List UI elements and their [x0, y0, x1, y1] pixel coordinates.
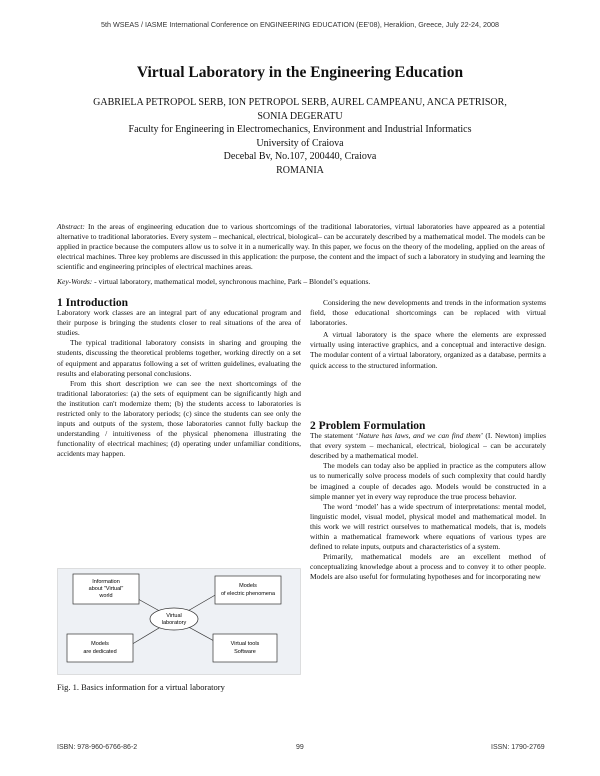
author-block: [0, 96, 600, 178]
introduction-continued: [310, 298, 546, 371]
virtual-lab-node: [150, 608, 198, 630]
authors-line-2: SONIA DEGERATU: [257, 110, 343, 122]
keywords: [57, 277, 545, 286]
box-models-dedicated-line-1: Models: [91, 641, 109, 647]
footer-isbn: ISBN: 978-960-6766-86-2: [57, 744, 138, 751]
figure-caption: Fig. 1. Basics information for a virtual laboratory: [57, 682, 225, 692]
newton-quote: Nature has laws, and we can find them: [358, 431, 481, 441]
affiliation-line-4: ROMANIA: [276, 164, 324, 176]
box-virtual-tools: [213, 634, 277, 662]
box-information-line-3: world: [99, 593, 113, 599]
paragraph: Laboratory work classes are an integral part of any educational program and their purpose is bringing the students closer to real situations of the area of studies.: [57, 308, 301, 338]
box-information-line-1: Information: [92, 579, 120, 585]
affiliation-line-3: Decebal Bv, No.107, 200440, Craiova: [223, 151, 377, 163]
box-models-electric: [215, 576, 281, 604]
quote-rest: ’ (I. Newton) implies that every system – mechanical, electrical, biological – can be accurately described by a mathematical model.: [310, 431, 547, 461]
figure-1: [57, 568, 301, 675]
affiliation-line-1: Faculty for Engineering in Electromechanics, Environment and Industrial Informatics: [128, 124, 472, 136]
keywords-text: - virtual laboratory, mathematical model, synchronous machine, Park – Blondel’s equations.: [94, 277, 371, 286]
box-models-electric-line-2: of electric phenomena: [220, 591, 276, 597]
section-problem-formulation: [310, 421, 546, 583]
abstract-text: In the areas of engineering education due to various shortcomings of the traditional laboratories, virtual laboratories have appeared as a potential alternative to traditional laboratories. Every system – mechanical, electrical, biological– can be accurately described by a mathematical model. The models can be applied in practice because the computers allow us to solve it in a numerically way. In this paper, we focus on the theory of the modeling, applied on the areas of electrical machines. Three key problems are discussed in this application: the purpose, the content and the impact of such a laboratory in studying and learning the scientific and engineering principles of electrical machines areas.: [57, 222, 546, 272]
affiliation-line-2: University of Craiova: [256, 137, 344, 149]
paragraph: A virtual laboratory is the space where the elements are expressed virtually using interactive graphics, and a conceptual and interactive design. The modular content of a virtual laboratory, organized as a database, permits a quick access to the structured information.: [310, 330, 546, 370]
box-virtual-tools-line-2: Software: [234, 649, 256, 655]
footer-page-number: 99: [296, 744, 304, 751]
section-heading: 2 Problem Formulation: [310, 420, 426, 432]
quote-open: The statement ‘: [310, 431, 359, 441]
box-information-line-2: about "Virtual": [88, 586, 124, 592]
paper-title: Virtual Laboratory in the Engineering Education: [136, 64, 464, 81]
section-introduction: [57, 298, 301, 460]
box-models-dedicated-line-2: are dedicated: [83, 649, 117, 655]
authors-line-1: GABRIELA PETROPOL SERB, ION PETROPOL SERB, AUREL CAMPEANU, ANCA PETRISOR,: [93, 97, 507, 108]
paragraph: [310, 431, 546, 461]
footer-issn: ISSN: 1790-2769: [491, 744, 545, 751]
virtual-lab-line-2: laboratory: [161, 620, 187, 626]
box-models-dedicated: [67, 634, 133, 662]
paragraph: Considering the new developments and trends in the information systems field, those educational shortcomings can be replaced with virtual laboratories.: [310, 298, 546, 328]
box-virtual-tools-line-1: Virtual tools: [230, 641, 260, 647]
abstract: [57, 222, 545, 272]
figure-diagram: [57, 568, 301, 675]
box-models-electric-line-1: Models: [239, 583, 257, 589]
running-header: 5th WSEAS / IASME International Conference on ENGINEERING EDUCATION (EE'08), Heraklion, Greece, July 22-24, 2008: [101, 20, 499, 29]
section-heading: 1 Introduction: [57, 297, 129, 309]
paragraph: The models can today also be applied in practice as the computers allow us to numerically solve process models of such complexity that could hardly be imagined a couple of decades ago. Models would be constructed in a simple manner yet in every way reproduce the true process behavior.: [310, 461, 546, 501]
keywords-label: Key-Words:: [57, 277, 93, 286]
paragraph: From this short description we can see the next shortcomings of the traditional laboratories: (a) the sets of equipment can be significantly high and the institution can't modernize them; (b) the students access to laboratories is restricted only to the laboratory periods; (c) since the students can see only the inputs and outputs of the system, those laboratories cannot fully backup the understanding / intuitiveness of the physical phenomena illustrating the functionality of electrical machines; (d) operating under unfamiliar conditions, accidents may happen.: [57, 378, 301, 459]
paragraph: The typical traditional laboratory consists in sharing and grouping the students, discussing the theoretical problems together, working directly on a set of equipment and apparatus following a set of written guidelines, evaluating the results and elaborating personal conclusions.: [57, 338, 301, 378]
paragraph: Primarily, mathematical models are an excellent method of conceptualizing knowledge about a process and to convey it to other people. Models are also useful for formulating hypotheses and for incorporating new: [310, 552, 546, 582]
abstract-label: Abstract:: [57, 222, 85, 231]
virtual-lab-line-1: Virtual: [166, 613, 182, 619]
paragraph: The word ‘model’ has a wide spectrum of interpretations: mental model, linguistic model, visual model, physical model and mathematical model. In this work we will restrict ourselves to mathematical models, that is, models within a mathematical framework where equations of various types are defined to relate inputs, outputs and characteristics of a system.: [310, 501, 546, 552]
